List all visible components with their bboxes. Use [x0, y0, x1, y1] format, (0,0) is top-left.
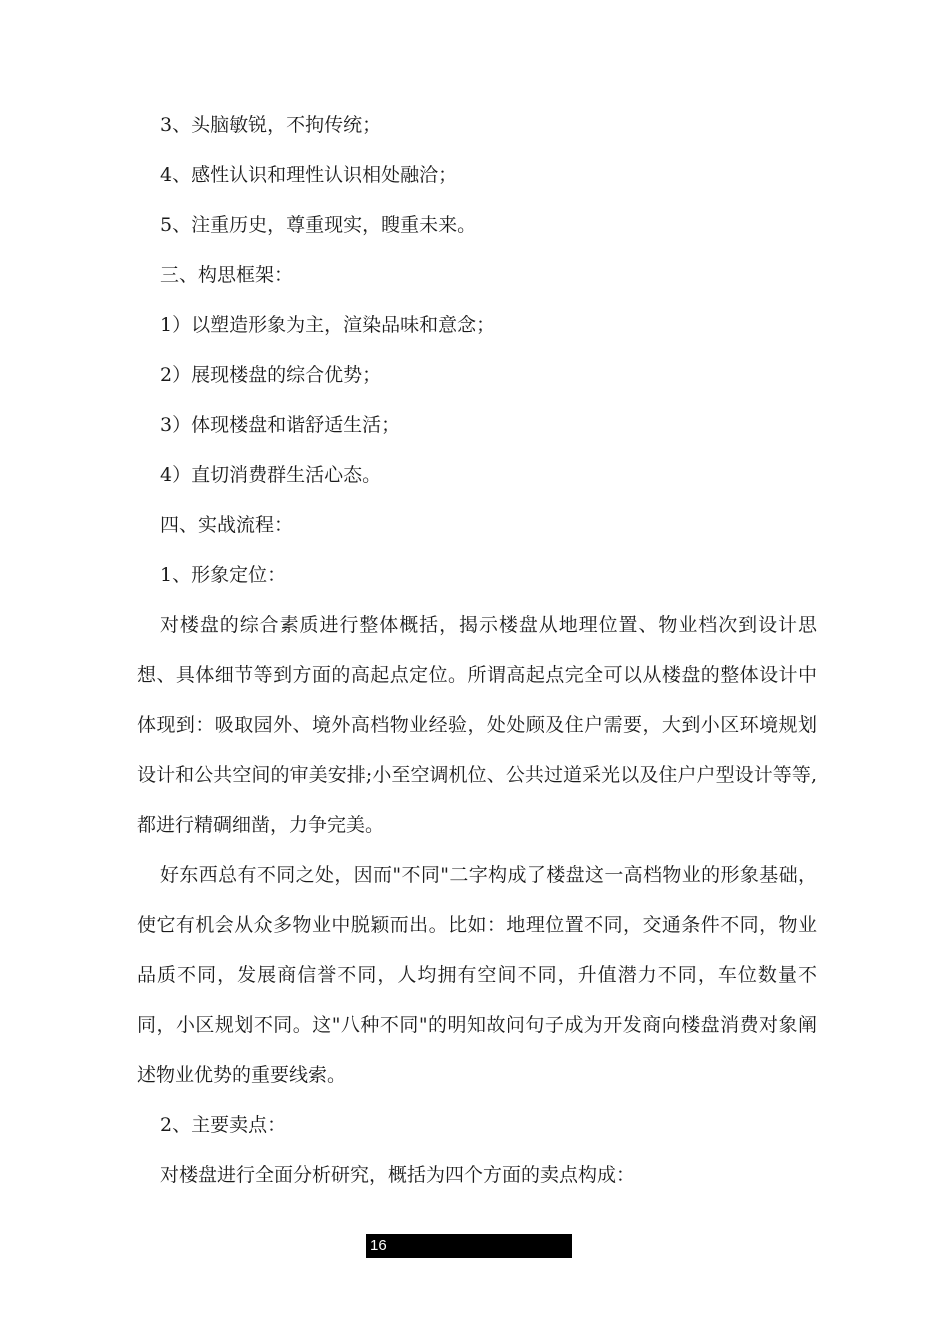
section-heading: 四、实战流程： — [160, 514, 294, 536]
section-heading: 三、构思框架： — [160, 264, 294, 286]
paragraph: 对楼盘进行全面分析研究，概括为四个方面的卖点构成： — [160, 1164, 636, 1186]
subsection-heading: 1、形象定位： — [160, 564, 287, 586]
list-item: 4、感性认识和理性认识相处融洽； — [160, 164, 458, 186]
list-item: 5、注重历史，尊重现实，瞍重未来。 — [160, 214, 477, 236]
paragraph: 对楼盘的综合素质进行整体概括，揭示楼盘从地理位置、物业档次到设计思想、具体细节等到方面的高起点定位。所谓高起点完全可以从楼盘的整体设计中体现到：吸取园外、境外高档物业经验，处处顾及住户需要，大到小区环境规划设计和公共空间的审美安排;小至空调机位、公共过道采光以及住户户型设计等等,都进行精碉细凿，力争完美。 — [137, 614, 817, 836]
list-item: 3、头脑敏锐，不拘传统； — [160, 114, 382, 136]
list-item: 3）体现楼盘和谐舒适生活； — [160, 414, 401, 436]
page-number: 16 — [370, 1237, 387, 1254]
list-item: 4）直切消费群生活心态。 — [160, 464, 382, 486]
list-item: 2）展现楼盘的综合优势； — [160, 364, 382, 386]
list-item: 1）以塑造形象为主，渲染品味和意念； — [160, 314, 496, 336]
page-footer-bar — [366, 1234, 572, 1258]
subsection-heading: 2、主要卖点： — [160, 1114, 287, 1136]
paragraph: 好东西总有不同之处，因而"不同"二字构成了楼盘这一高档物业的形象基础，使它有机会从众多物业中脱颖而出。比如：地理位置不同，交通条件不同，物业品质不同，发展商信誉不同，人均拥有空间不同，升值潜力不同，车位数量不同，小区规划不同。这"八种不同"的明知故问句子成为开发商向楼盘消费对象阐述物业优势的重要线索。 — [137, 864, 817, 1086]
document-body — [137, 100, 817, 1200]
